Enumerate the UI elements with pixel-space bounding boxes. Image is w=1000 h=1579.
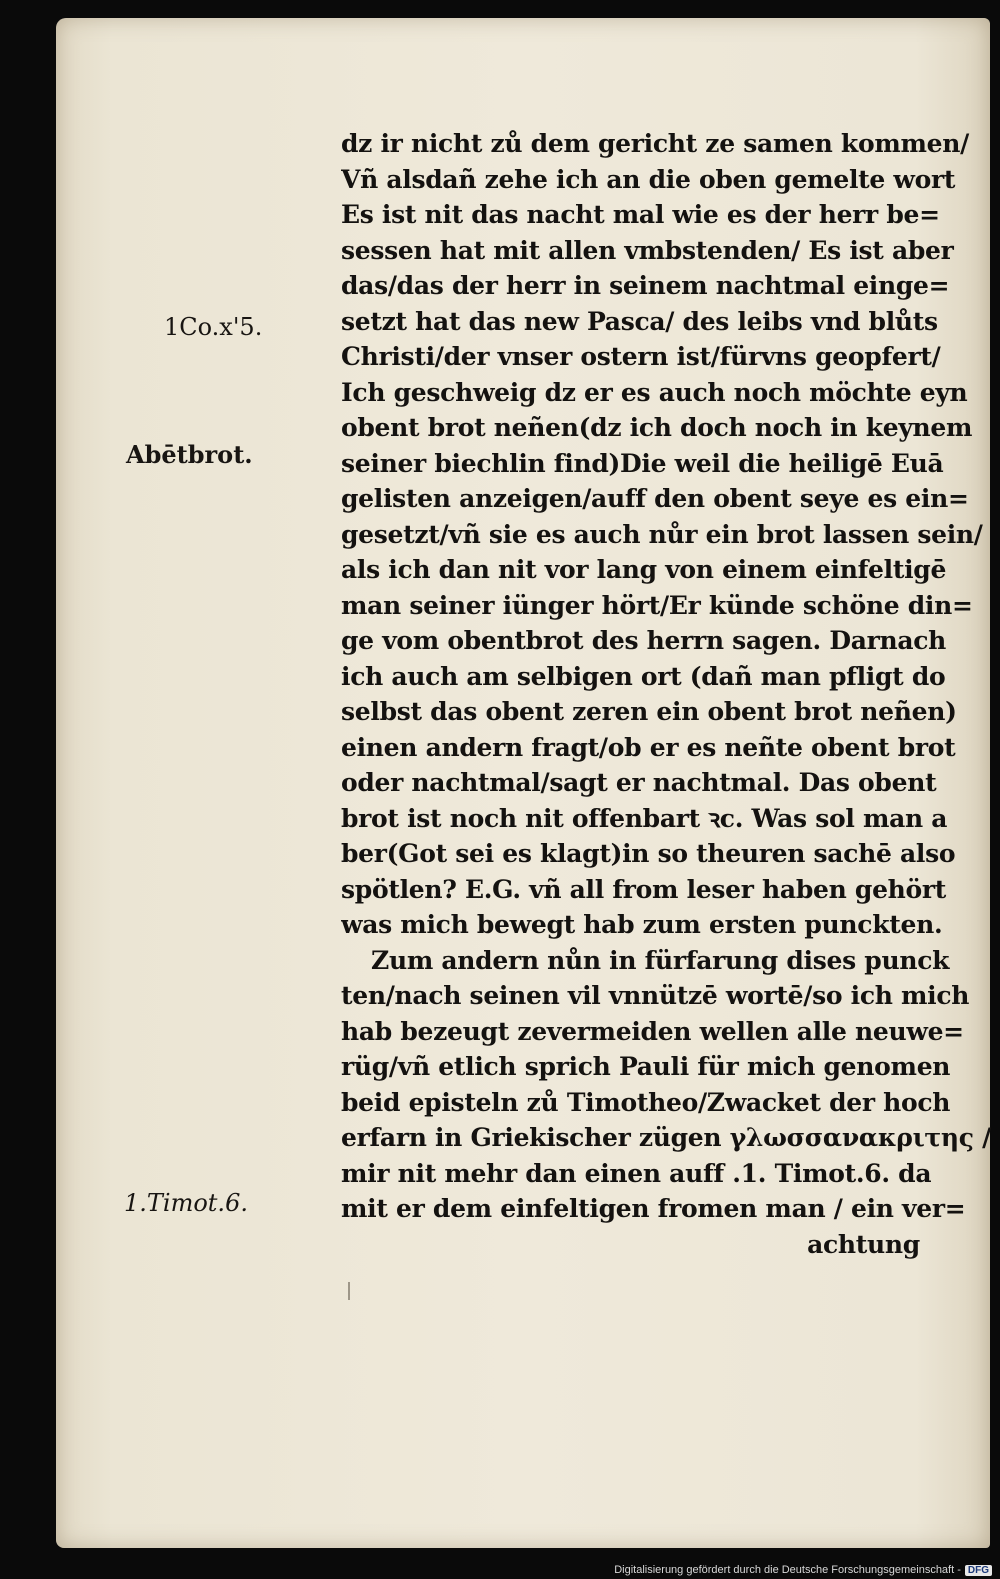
text-line: mir nit mehr dan einen auff .1. Timot.6. da [341, 1158, 932, 1188]
text-line: das/das der herr in seinem nachtmal einge= [341, 271, 950, 300]
text-line: sessen hat mit allen vmbstenden/ Es ist aber [341, 235, 954, 265]
text-line: Vñ alsdañ zehe ich an die oben gemelte wort [341, 164, 956, 194]
margin-note-corinthians: 1Co.x'5. [164, 313, 263, 341]
text-line: als ich dan nit vor lang von einem einfeltigē [341, 555, 947, 584]
digitization-footer [614, 1564, 992, 1576]
text-line: ich auch am selbigen ort (dañ man pfligt do [341, 661, 946, 691]
text-line: Ich geschweig dz er es auch noch möchte eyn [341, 377, 968, 407]
text-line: ten/nach seinen vil vnnützē wortē/so ich mich [341, 981, 970, 1010]
text-line: achtung [807, 1229, 920, 1259]
text-line: Christi/der vnser ostern ist/fürvns geopfert/ [341, 342, 941, 371]
text-line: obent brot neñen(dz ich doch noch in keynem [341, 413, 973, 442]
text-line: was mich bewegt hab zum ersten punckten. [341, 910, 943, 939]
text-line: gesetzt/vñ sie es auch nůr ein brot lassen sein/ [341, 519, 983, 549]
paper-speck [348, 1282, 350, 1300]
text-line: ge vom obentbrot des herrn sagen. Darnach [341, 626, 947, 655]
text-line: setzt hat das new Pasca/ des leibs vnd blůts [341, 306, 938, 336]
dfg-logo: DFG [965, 1565, 992, 1576]
text-line: dz ir nicht zů dem gericht ze samen kommen/ [341, 129, 969, 158]
text-line: brot ist noch nit offenbart ꝛc. Was sol man a [341, 803, 948, 833]
text-line: seiner biechlin find)Die weil die heiligē Euā [341, 448, 944, 478]
footer-credit: Digitalisierung gefördert durch die Deutsche Forschungsgemeinschaft - [614, 1564, 961, 1576]
text-line: ber(Got sei es klagt)in so theuren sachē also [341, 839, 956, 868]
text-line: hab bezeugt zevermeiden wellen alle neuwe= [341, 1016, 964, 1046]
margin-note-timothy: 1.Timot.6. [124, 1189, 248, 1217]
book-page [56, 18, 990, 1548]
text-line: oder nachtmal/sagt er nachtmal. Das obent [341, 768, 937, 797]
text-line: Zum andern nůn in fürfarung dises punck [371, 945, 950, 975]
text-line: Es ist nit das nacht mal wie es der herr be= [341, 200, 940, 229]
text-line: gelisten anzeigen/auff den obent seye es ein= [341, 484, 969, 513]
margin-note-abentbrot: Abētbrot. [126, 440, 253, 469]
text-line: rüg/vñ etlich sprich Pauli für mich genomen [341, 1052, 951, 1081]
text-line: einen andern fragt/ob er es neñte obent brot [341, 732, 956, 762]
text-line: man seiner iünger hört/Er künde schöne din= [341, 590, 973, 620]
text-line: mit er dem einfeltigen fromen man / ein ver= [341, 1194, 966, 1223]
text-line: beid episteln zů Timotheo/Zwacket der hoch [341, 1087, 951, 1117]
text-line: erfarn in Griekischer zügen γλωσσανακριτης / [341, 1123, 991, 1152]
text-line: spötlen? E.G. vñ all from leser haben gehört [341, 874, 947, 904]
text-line: selbst das obent zeren ein obent brot neñen) [341, 697, 957, 726]
